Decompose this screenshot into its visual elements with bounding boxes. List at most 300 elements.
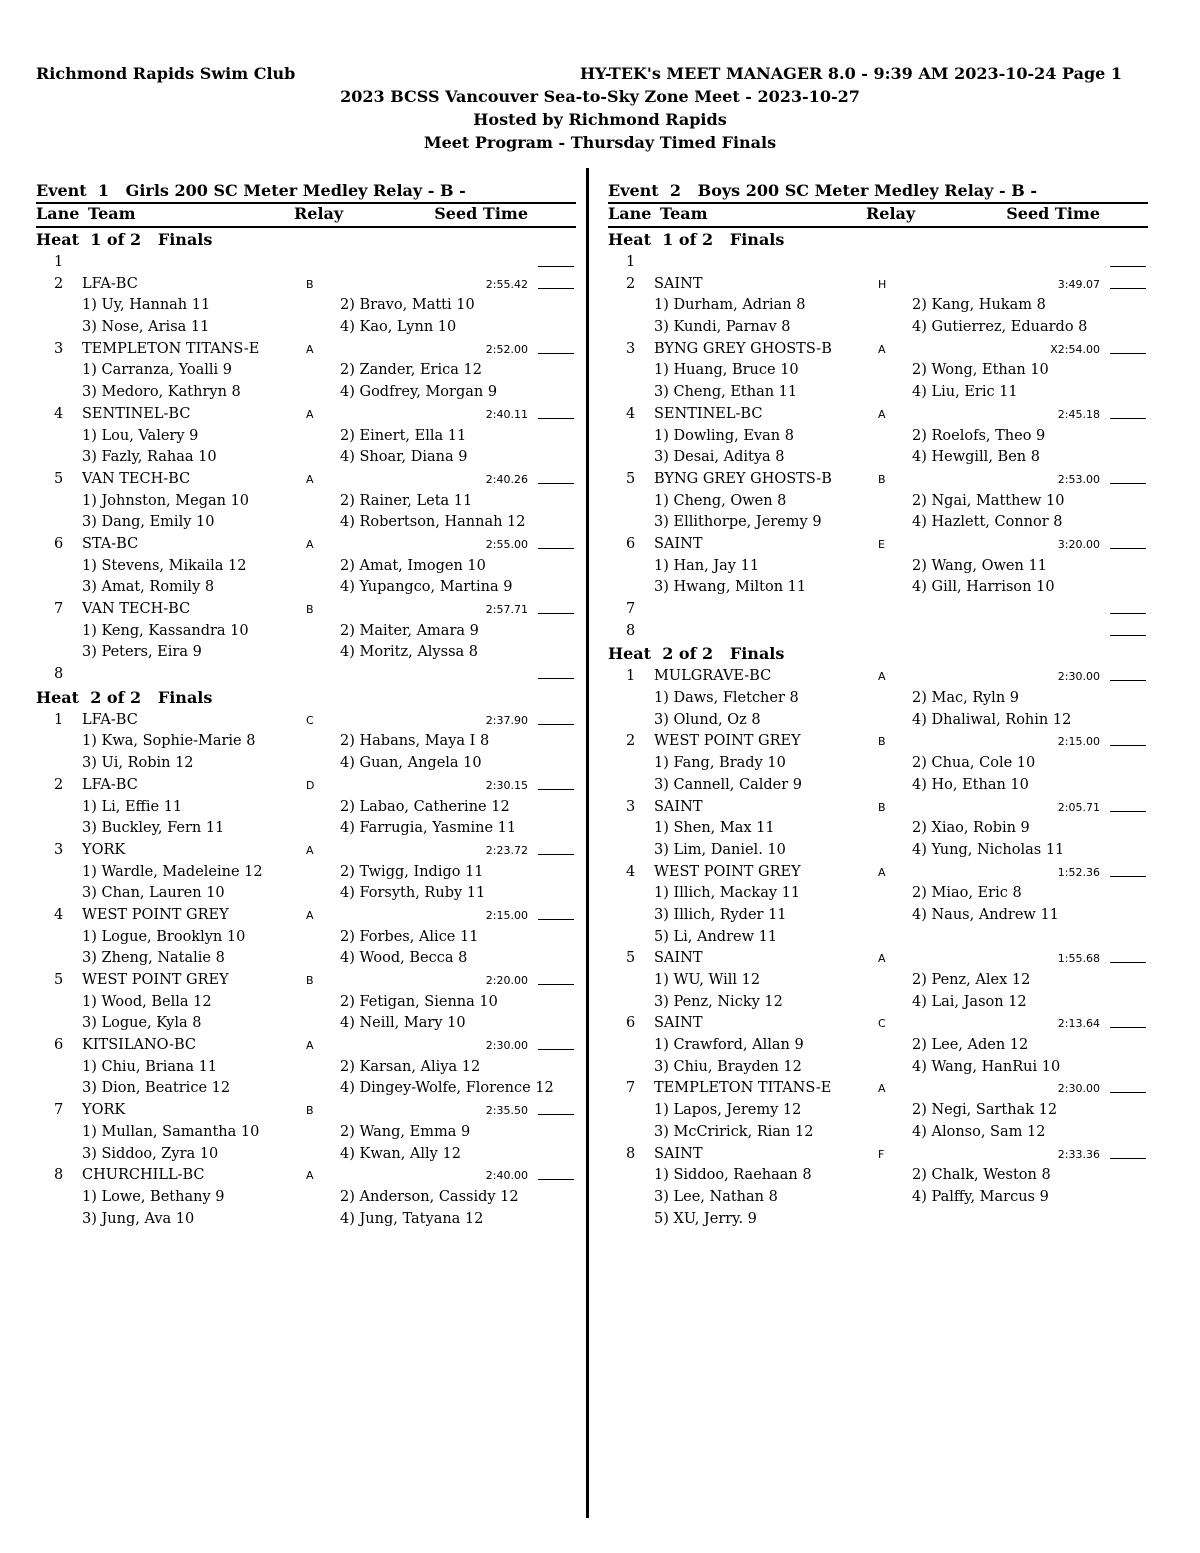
swimmer-name: 2) Twigg, Indigo 11 — [340, 863, 484, 880]
entry-row — [608, 339, 1148, 361]
swimmer-row — [608, 710, 1148, 732]
swimmer-name: 5) XU, Jerry. 9 — [654, 1210, 757, 1227]
swimmer-row — [36, 1078, 576, 1100]
lane-number: 7 — [626, 601, 636, 617]
seed-time: 1:55.68 — [1057, 952, 1100, 966]
entry-row — [36, 599, 576, 621]
seed-time: 2:53.00 — [1057, 472, 1100, 486]
relay-letter: B — [878, 472, 886, 486]
swimmer-name: 4) Naus, Andrew 11 — [912, 906, 1059, 923]
swimmer-name: 3) Kundi, Parnav 8 — [654, 319, 791, 336]
program-line: Meet Program - Thursday Timed Finals — [423, 133, 777, 152]
result-blank-line — [538, 678, 574, 679]
swimmer-name: 1) Chiu, Briana 11 — [82, 1058, 218, 1075]
swimmer-name: 3) Zheng, Natalie 8 — [82, 950, 225, 967]
swimmer-row — [36, 1144, 576, 1166]
entry-row — [608, 404, 1148, 426]
relay-letter: A — [878, 670, 886, 684]
swimmer-name: 2) Negi, Sarthak 12 — [912, 1102, 1058, 1119]
swimmer-row — [36, 927, 576, 949]
team-name: KITSILANO-BC — [82, 1037, 197, 1054]
team-name: YORK — [82, 1102, 126, 1119]
swimmer-name: 1) Fang, Brady 10 — [654, 755, 786, 772]
seed-time: 2:35.50 — [485, 1104, 528, 1118]
swimmer-name: 4) Yung, Nicholas 11 — [912, 841, 1065, 858]
lane-number: 7 — [54, 601, 64, 617]
event-title: Event 2 Boys 200 SC Meter Medley Relay - B - — [608, 181, 1037, 200]
swimmer-row — [36, 1209, 576, 1231]
swimmer-name: 2) Kang, Hukam 8 — [912, 297, 1046, 314]
lane-header: Lane — [608, 204, 652, 223]
swimmer-name: 2) Forbes, Alice 11 — [340, 928, 479, 945]
lane-number: 3 — [626, 798, 636, 815]
result-blank-line — [1110, 418, 1146, 419]
lane-number: 6 — [54, 535, 64, 552]
team-name: CHURCHILL-BC — [82, 1167, 205, 1184]
team-name: SAINT — [654, 1015, 703, 1032]
seed-time: 2:57.71 — [485, 603, 528, 616]
entry-row — [36, 1035, 576, 1057]
lane-number: 7 — [54, 1102, 64, 1119]
swimmer-row — [608, 905, 1148, 927]
swimmer-row — [36, 295, 576, 317]
swimmer-name: 1) Dowling, Evan 8 — [654, 427, 794, 444]
swimmer-name: 2) Miao, Eric 8 — [912, 885, 1022, 902]
swimmer-name: 2) Wang, Emma 9 — [340, 1123, 471, 1140]
swimmer-row — [36, 753, 576, 775]
seed-time: 2:23.72 — [485, 843, 528, 857]
relay-letter: A — [306, 537, 314, 551]
result-blank-line — [1110, 266, 1146, 267]
swimmer-row — [36, 642, 576, 664]
result-blank-line — [1110, 288, 1146, 289]
entry-row — [608, 1078, 1148, 1100]
seed-time: 2:30.15 — [485, 778, 528, 792]
lane-number: 2 — [626, 275, 636, 292]
swimmer-name: 4) Kao, Lynn 10 — [340, 319, 457, 336]
lane-number: 1 — [626, 668, 636, 685]
swimmer-name: 2) Lee, Aden 12 — [912, 1037, 1029, 1054]
relay-letter: A — [306, 407, 314, 421]
swimmer-name: 1) Uy, Hannah 11 — [82, 297, 211, 314]
relay-letter: A — [878, 407, 886, 421]
swimmer-name: 4) Gutierrez, Eduardo 8 — [912, 319, 1088, 336]
team-header: Team — [88, 204, 136, 223]
result-blank-line — [1110, 811, 1146, 812]
result-blank-line — [1110, 613, 1146, 614]
swimmer-row — [36, 382, 576, 404]
seed-time: 2:20.00 — [485, 974, 528, 987]
swimmer-row — [608, 512, 1148, 534]
team-name: LFA-BC — [82, 275, 138, 292]
swimmer-row — [608, 688, 1148, 710]
result-blank-line — [1110, 680, 1146, 681]
relay-letter: A — [878, 952, 886, 966]
result-blank-line — [538, 288, 574, 289]
swimmer-name: 2) Penz, Alex 12 — [912, 972, 1031, 988]
seed-time: 2:33.36 — [1057, 1147, 1100, 1161]
relay-letter: A — [306, 1169, 314, 1183]
entry-row — [36, 775, 576, 797]
entry-row — [608, 621, 1148, 643]
swimmer-row — [608, 818, 1148, 840]
lane-header: Lane — [36, 204, 80, 223]
swimmer-name: 3) Ellithorpe, Jeremy 9 — [654, 514, 822, 531]
swimmer-row — [608, 577, 1148, 599]
entry-row — [36, 710, 576, 732]
entry-row — [36, 1165, 576, 1187]
swimmer-name: 2) Karsan, Aliya 12 — [340, 1058, 481, 1075]
team-name: LFA-BC — [82, 711, 138, 728]
swimmer-name: 3) Illich, Ryder 11 — [654, 906, 787, 923]
swimmer-name: 3) Medoro, Kathryn 8 — [82, 384, 241, 401]
event-column-left — [36, 180, 576, 1230]
swimmer-row — [608, 970, 1148, 992]
swimmer-name: 4) Shoar, Diana 9 — [340, 449, 468, 466]
event-column-right — [608, 180, 1148, 1230]
swimmer-row — [36, 731, 576, 753]
swimmer-name: 2) Xiao, Robin 9 — [912, 820, 1030, 837]
team-name: SENTINEL-BC — [654, 405, 763, 422]
swimmer-name: 1) Daws, Fletcher 8 — [654, 690, 799, 707]
lane-number: 2 — [54, 275, 64, 292]
entry-row — [36, 469, 576, 491]
swimmer-name: 2) Wang, Owen 11 — [912, 557, 1047, 574]
lane-number: 4 — [626, 863, 636, 880]
swimmer-row — [608, 1057, 1148, 1079]
lane-number: 2 — [54, 776, 64, 793]
lane-number: 8 — [626, 622, 636, 639]
swimmer-row — [36, 797, 576, 819]
relay-letter: B — [306, 603, 314, 616]
result-blank-line — [538, 1049, 574, 1050]
swimmer-name: 2) Bravo, Matti 10 — [340, 297, 475, 314]
entry-row — [36, 840, 576, 862]
swimmer-name: 3) Olund, Oz 8 — [654, 711, 761, 728]
lane-number: 1 — [54, 254, 64, 270]
lane-number: 6 — [626, 1015, 636, 1032]
swimmer-row — [608, 360, 1148, 382]
relay-letter: C — [878, 1017, 886, 1031]
seed-time: 2:37.90 — [485, 713, 528, 727]
lane-number: 1 — [626, 254, 636, 270]
meet-title: 2023 BCSS Vancouver Sea-to-Sky Zone Meet - 2023-10-27 — [340, 87, 860, 106]
team-name: VAN TECH-BC — [82, 601, 191, 617]
relay-letter: A — [878, 865, 886, 879]
swimmer-name: 4) Forsyth, Ruby 11 — [340, 885, 486, 902]
swimmer-name: 4) Wang, HanRui 10 — [912, 1058, 1061, 1075]
swimmer-name: 3) McCririck, Rian 12 — [654, 1123, 814, 1140]
swimmer-name: 3) Logue, Kyla 8 — [82, 1015, 202, 1032]
entry-row — [608, 274, 1148, 296]
team-name: SAINT — [654, 275, 703, 292]
swimmer-name: 1) Illich, Mackay 11 — [654, 885, 801, 902]
seed-time: 2:15.00 — [485, 908, 528, 922]
entry-row — [36, 274, 576, 296]
seed-time: 2:40.00 — [485, 1169, 528, 1183]
entry-row — [36, 664, 576, 686]
swimmer-row — [608, 447, 1148, 469]
seed-time: 3:20.00 — [1057, 537, 1100, 551]
relay-header: Relay — [866, 204, 916, 223]
swimmer-name: 1) Crawford, Allan 9 — [654, 1037, 804, 1054]
swimmer-name: 4) Kwan, Ally 12 — [340, 1145, 461, 1162]
swimmer-row — [608, 840, 1148, 862]
result-blank-line — [1110, 1027, 1146, 1028]
swimmer-row — [36, 862, 576, 884]
entry-row — [608, 666, 1148, 688]
seed-time: 2:30.00 — [485, 1039, 528, 1053]
result-blank-line — [538, 418, 574, 419]
team-name: BYNG GREY GHOSTS-B — [654, 470, 832, 487]
swimmer-name: 3) Desai, Aditya 8 — [654, 449, 785, 466]
team-name: SAINT — [654, 535, 703, 552]
result-blank-line — [1110, 353, 1146, 354]
seed-time: 2:40.11 — [485, 407, 528, 421]
swimmer-row — [608, 1187, 1148, 1209]
software-stamp: HY-TEK's MEET MANAGER 8.0 - 9:39 AM 2023-10-24 Page 1 — [580, 64, 1123, 83]
relay-letter: A — [306, 472, 314, 486]
swimmer-name: 4) Gill, Harrison 10 — [912, 579, 1055, 596]
result-blank-line — [538, 1179, 574, 1180]
swimmer-row — [36, 1187, 576, 1209]
swimmer-name: 3) Nose, Arisa 11 — [82, 319, 210, 336]
swimmer-name: 3) Siddoo, Zyra 10 — [82, 1145, 219, 1162]
swimmer-row — [36, 1013, 576, 1035]
swimmer-name: 3) Buckley, Fern 11 — [82, 820, 225, 837]
swimmer-name: 4) Guan, Angela 10 — [340, 755, 482, 772]
team-name: VAN TECH-BC — [82, 470, 191, 487]
swimmer-row — [608, 295, 1148, 317]
swimmer-row — [36, 948, 576, 970]
swimmer-name: 2) Fetigan, Sienna 10 — [340, 993, 498, 1010]
result-blank-line — [538, 548, 574, 549]
result-blank-line — [538, 353, 574, 354]
swimmer-name: 1) WU, Will 12 — [654, 972, 761, 988]
lane-number: 5 — [626, 950, 636, 967]
swimmer-row — [608, 556, 1148, 578]
seed-time: 2:30.00 — [1057, 670, 1100, 684]
relay-letter: B — [306, 277, 314, 291]
lane-number: 5 — [626, 470, 636, 487]
entry-row — [36, 404, 576, 426]
swimmer-row — [608, 1100, 1148, 1122]
swimmer-row — [36, 360, 576, 382]
swimmer-row — [36, 447, 576, 469]
result-blank-line — [538, 724, 574, 725]
team-name: WEST POINT GREY — [82, 906, 229, 923]
swimmer-name: 2) Chalk, Weston 8 — [912, 1167, 1051, 1184]
relay-letter: B — [306, 974, 314, 987]
entry-row — [608, 252, 1148, 274]
seed-header: Seed Time — [434, 204, 528, 223]
team-name: WEST POINT GREY — [654, 863, 801, 880]
relay-letter: D — [306, 778, 315, 792]
swimmer-row — [608, 1165, 1148, 1187]
team-name: WEST POINT GREY — [82, 972, 229, 988]
swimmer-name: 3) Chan, Lauren 10 — [82, 885, 225, 902]
lane-number: 5 — [54, 470, 64, 487]
relay-letter: A — [306, 843, 314, 857]
swimmer-name: 3) Amat, Romily 8 — [82, 579, 215, 596]
swimmer-row — [608, 883, 1148, 905]
swimmer-name: 1) Han, Jay 11 — [654, 557, 760, 574]
result-blank-line — [1110, 548, 1146, 549]
seed-time: 2:45.18 — [1057, 407, 1100, 421]
swimmer-row — [608, 927, 1148, 949]
relay-letter: A — [878, 342, 886, 356]
lane-number: 1 — [54, 711, 64, 728]
swimmer-name: 4) Palffy, Marcus 9 — [912, 1188, 1049, 1205]
swimmer-name: 4) Dingey-Wolfe, Florence 12 — [340, 1080, 554, 1097]
club-name: Richmond Rapids Swim Club — [36, 64, 296, 83]
swimmer-row — [36, 1057, 576, 1079]
swimmer-name: 1) Shen, Max 11 — [654, 820, 775, 837]
entry-row — [36, 252, 576, 274]
swimmer-name: 1) Keng, Kassandra 10 — [82, 622, 249, 639]
swimmer-row — [36, 317, 576, 339]
seed-time: 2:40.26 — [485, 472, 528, 486]
seed-time: X2:54.00 — [1050, 342, 1100, 356]
lane-number: 4 — [626, 405, 636, 422]
swimmer-name: 4) Neill, Mary 10 — [340, 1015, 466, 1032]
entry-row — [36, 1100, 576, 1122]
swimmer-row — [608, 775, 1148, 797]
team-name: SAINT — [654, 950, 703, 967]
swimmer-name: 2) Labao, Catherine 12 — [340, 798, 510, 815]
team-name: YORK — [82, 841, 126, 858]
seed-time: 2:15.00 — [1057, 735, 1100, 749]
swimmer-name: 1) Mullan, Samantha 10 — [82, 1123, 260, 1140]
entry-row — [36, 339, 576, 361]
swimmer-name: 4) Dhaliwal, Rohin 12 — [912, 711, 1072, 728]
seed-time: 2:13.64 — [1057, 1017, 1100, 1031]
swimmer-name: 3) Lim, Daniel. 10 — [654, 841, 786, 858]
entry-row — [608, 948, 1148, 970]
lane-number: 3 — [54, 340, 64, 357]
lane-number: 6 — [54, 1037, 64, 1054]
swimmer-name: 4) Moritz, Alyssa 8 — [340, 644, 478, 661]
swimmer-name: 2) Rainer, Leta 11 — [340, 492, 473, 509]
swimmer-name: 2) Mac, Ryln 9 — [912, 690, 1019, 707]
swimmer-name: 1) Wardle, Madeleine 12 — [82, 863, 263, 880]
swimmer-name: 3) Hwang, Milton 11 — [654, 579, 807, 596]
relay-letter: B — [306, 1104, 314, 1118]
heat-title: Heat 2 of 2 Finals — [36, 687, 213, 707]
team-name: SENTINEL-BC — [82, 405, 191, 422]
swimmer-name: 1) Li, Effie 11 — [82, 798, 183, 815]
seed-header: Seed Time — [1006, 204, 1100, 223]
result-blank-line — [1110, 745, 1146, 746]
swimmer-name: 4) Wood, Becca 8 — [340, 950, 468, 967]
relay-letter: B — [878, 800, 886, 814]
entry-row — [608, 469, 1148, 491]
lane-number: 3 — [626, 340, 636, 357]
relay-letter: C — [306, 713, 314, 727]
team-name: SAINT — [654, 798, 703, 815]
team-header: Team — [660, 204, 708, 223]
swimmer-row — [36, 883, 576, 905]
lane-number: 3 — [54, 841, 64, 858]
lane-number: 8 — [54, 666, 64, 683]
swimmer-row — [36, 577, 576, 599]
result-blank-line — [538, 1114, 574, 1115]
result-blank-line — [538, 613, 574, 614]
result-blank-line — [1110, 962, 1146, 963]
swimmer-name: 4) Farrugia, Yasmine 11 — [340, 820, 517, 837]
relay-letter: A — [306, 1039, 314, 1053]
swimmer-row — [36, 818, 576, 840]
result-blank-line — [1110, 876, 1146, 877]
swimmer-row — [36, 491, 576, 513]
entry-row — [608, 797, 1148, 819]
swimmer-name: 4) Liu, Eric 11 — [912, 384, 1018, 401]
swimmer-name: 3) Cannell, Calder 9 — [654, 776, 802, 793]
swimmer-name: 1) Cheng, Owen 8 — [654, 492, 787, 509]
team-name: STA-BC — [82, 535, 139, 552]
swimmer-name: 3) Ui, Robin 12 — [82, 755, 194, 772]
team-name: MULGRAVE-BC — [654, 668, 772, 685]
relay-header: Relay — [294, 204, 344, 223]
swimmer-name: 1) Carranza, Yoalli 9 — [82, 362, 233, 379]
lane-number: 7 — [626, 1080, 636, 1097]
seed-time: 1:52.36 — [1057, 865, 1100, 879]
swimmer-name: 4) Alonso, Sam 12 — [912, 1123, 1046, 1140]
swimmer-row — [608, 491, 1148, 513]
swimmer-name: 3) Penz, Nicky 12 — [654, 993, 783, 1010]
lane-number: 8 — [54, 1167, 64, 1184]
swimmer-name: 3) Jung, Ava 10 — [82, 1210, 195, 1227]
swimmer-name: 4) Jung, Tatyana 12 — [340, 1210, 484, 1227]
seed-time: 2:52.00 — [485, 342, 528, 356]
lane-number: 8 — [626, 1145, 636, 1162]
seed-time: 2:05.71 — [1057, 800, 1100, 814]
seed-time: 3:49.07 — [1057, 277, 1100, 291]
swimmer-row — [608, 1122, 1148, 1144]
swimmer-name: 2) Amat, Imogen 10 — [340, 557, 486, 574]
lane-number: 4 — [54, 906, 64, 923]
swimmer-row — [608, 426, 1148, 448]
relay-letter: E — [878, 537, 885, 551]
heat-title: Heat 1 of 2 Finals — [36, 230, 213, 249]
result-blank-line — [1110, 635, 1146, 636]
swimmer-row — [608, 382, 1148, 404]
result-blank-line — [538, 789, 574, 790]
swimmer-name: 1) Logue, Brooklyn 10 — [82, 928, 246, 945]
lane-number: 4 — [54, 405, 64, 422]
swimmer-name: 4) Hazlett, Connor 8 — [912, 514, 1063, 531]
result-blank-line — [538, 984, 574, 985]
swimmer-row — [36, 992, 576, 1014]
swimmer-row — [36, 556, 576, 578]
swimmer-name: 2) Maiter, Amara 9 — [340, 622, 479, 639]
result-blank-line — [538, 483, 574, 484]
swimmer-name: 3) Lee, Nathan 8 — [654, 1188, 778, 1205]
swimmer-name: 3) Chiu, Brayden 12 — [654, 1058, 802, 1075]
result-blank-line — [538, 266, 574, 267]
column-header — [608, 202, 1148, 228]
swimmer-name: 1) Johnston, Megan 10 — [82, 492, 250, 509]
team-name: BYNG GREY GHOSTS-B — [654, 340, 832, 357]
swimmer-name: 4) Godfrey, Morgan 9 — [340, 384, 498, 401]
swimmer-row — [36, 621, 576, 643]
lane-number: 6 — [626, 535, 636, 552]
heat-title: Heat 1 of 2 Finals — [608, 230, 785, 249]
team-name: SAINT — [654, 1145, 703, 1162]
lane-number: 2 — [626, 733, 636, 750]
entry-row — [608, 599, 1148, 621]
swimmer-name: 4) Ho, Ethan 10 — [912, 776, 1029, 793]
